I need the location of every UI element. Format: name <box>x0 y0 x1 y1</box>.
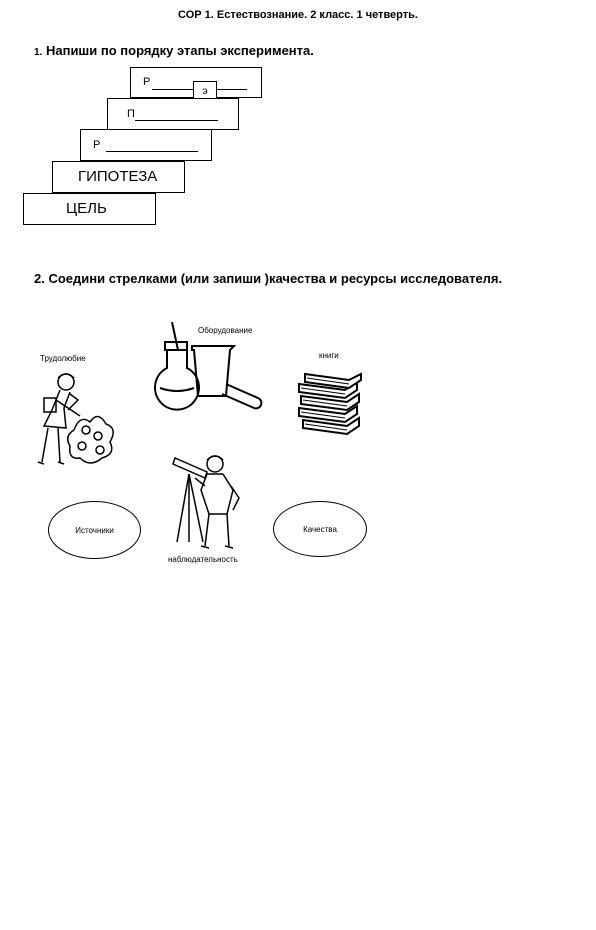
scientist-telescope-icon[interactable] <box>165 450 250 550</box>
worksheet-title: СОР 1. Естествознание. 2 класс. 1 четверть. <box>178 9 418 21</box>
observation-label: наблюдательность <box>168 555 238 564</box>
step-1-letter: Р <box>143 76 151 88</box>
lab-glassware-icon[interactable] <box>150 320 270 410</box>
step-5-label: ЦЕЛЬ <box>66 200 107 217</box>
books-stack-icon[interactable] <box>295 370 367 440</box>
task1-text: Напиши по порядку этапы эксперимента. <box>45 43 314 58</box>
qualities-oval[interactable] <box>273 501 367 557</box>
step-1-hint-box: э <box>193 81 217 100</box>
girl-watering-flowers-icon[interactable] <box>30 370 120 470</box>
books-label: книги <box>319 351 339 360</box>
step-4-label: ГИПОТЕЗА <box>78 168 158 185</box>
step-3-answer-line <box>106 151 198 152</box>
sources-oval[interactable] <box>48 501 141 559</box>
task1-number: 1. <box>34 47 43 58</box>
sources-oval-label: Источники <box>75 525 114 535</box>
task2-heading: 2. Соедини стрелками (или запиши )качества и ресурсы исследователя. <box>34 271 503 286</box>
equipment-label: Оборудование <box>198 326 253 335</box>
qualities-oval-label: Качества <box>303 524 337 534</box>
step-2-answer-line <box>135 120 218 121</box>
task1-heading <box>34 43 314 58</box>
step-2-letter: П <box>127 108 135 120</box>
diligence-label: Трудолюбие <box>40 354 86 363</box>
step-3-letter: Р <box>93 139 101 151</box>
